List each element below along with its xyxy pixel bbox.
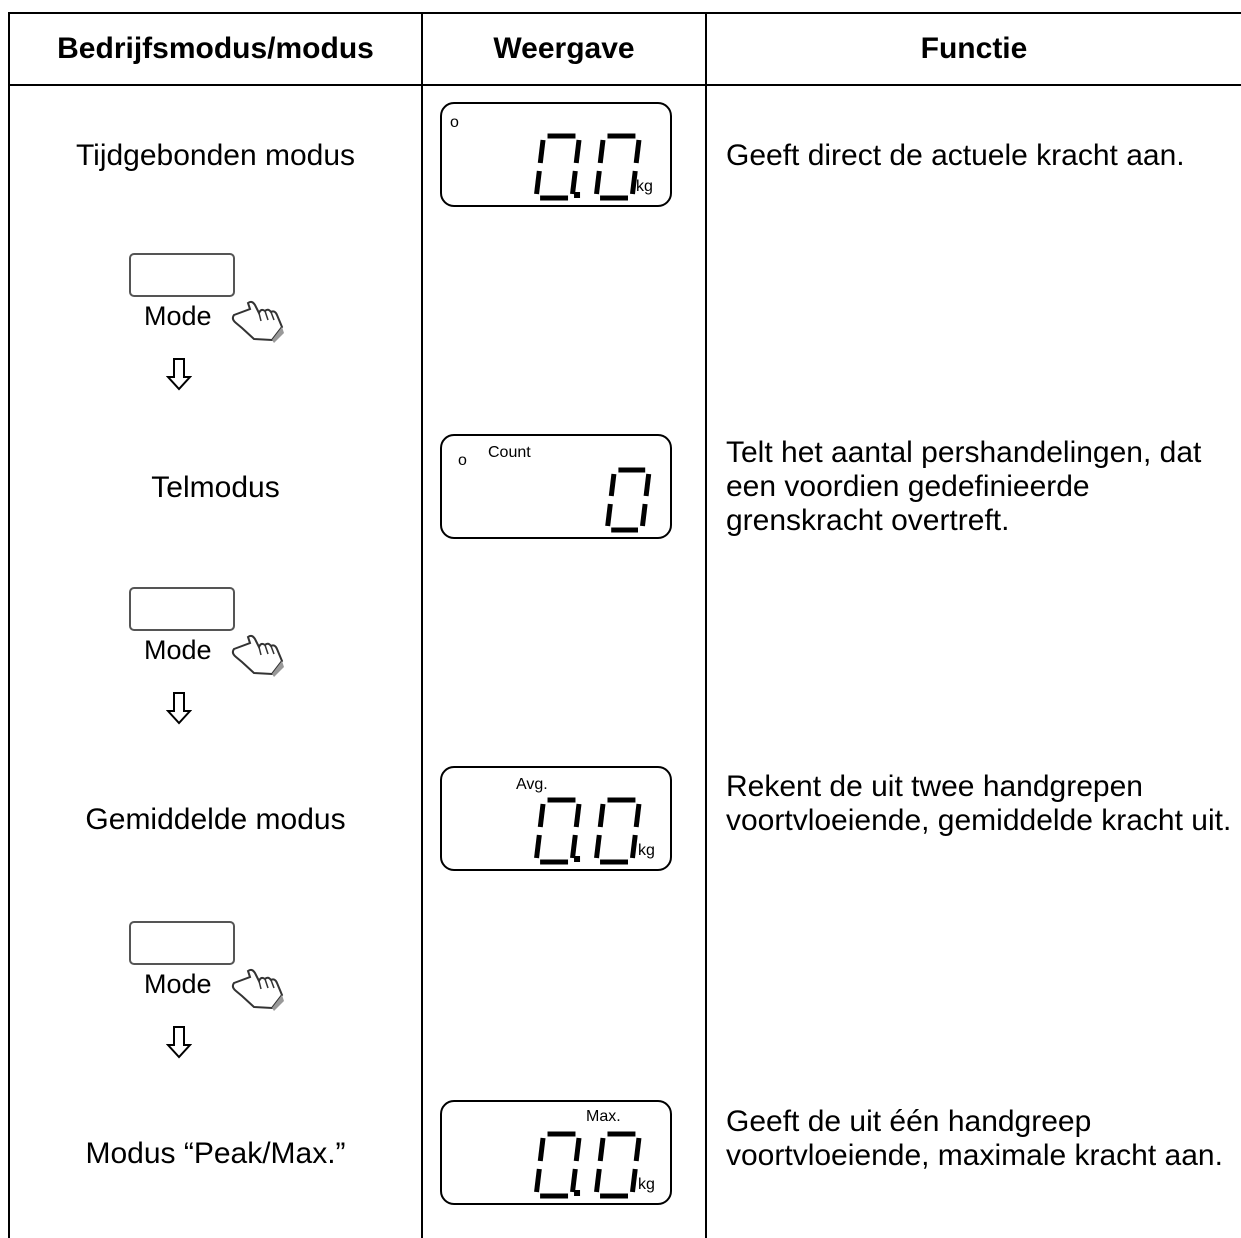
lcd-indicator: o <box>450 114 459 131</box>
mode-button-step-3 <box>126 921 296 1071</box>
mode-button-label: Mode <box>144 969 212 999</box>
header-bottom-border <box>8 84 1241 86</box>
lcd-digit-0 <box>537 1134 579 1196</box>
lcd-display-peak <box>440 1100 672 1205</box>
lcd-unit: kg <box>638 842 655 859</box>
header-display: Weergave <box>493 32 635 65</box>
mode-button-label: Mode <box>144 301 212 331</box>
lcd-digit-0 <box>537 800 579 862</box>
down-arrow-icon <box>166 357 192 391</box>
column-divider-1 <box>421 12 423 1238</box>
lcd-indicator: o <box>458 452 467 469</box>
mode-button-step-1 <box>126 253 296 403</box>
lcd-display-count <box>440 434 672 539</box>
mode-label-time: Tijdgebonden modus <box>75 139 356 172</box>
lcd-digits <box>442 436 674 541</box>
lcd-unit: kg <box>636 178 653 195</box>
table-left-border <box>8 12 10 1238</box>
lcd-display-time <box>440 102 672 207</box>
mode-label-peak: Modus “Peak/Max.” <box>85 1137 346 1170</box>
lcd-label: Max. <box>586 1108 621 1125</box>
lcd-digit-0 <box>597 800 639 862</box>
header-mode: Bedrijfsmodus/modus <box>57 32 374 65</box>
lcd-digit-0 <box>597 1134 639 1196</box>
down-arrow-icon <box>166 1025 192 1059</box>
mode-button-label: Mode <box>144 635 212 665</box>
mode-button-key[interactable] <box>129 253 235 297</box>
lcd-label: Avg. <box>516 776 548 793</box>
lcd-digit-0 <box>597 136 639 198</box>
lcd-display-average <box>440 766 672 871</box>
mode-label-average: Gemiddelde modus <box>85 803 346 836</box>
pointing-hand-icon <box>228 965 288 1011</box>
function-text-peak: Geeft de uit één handgreep voortvloeiende, maximale kracht aan. <box>726 1105 1223 1172</box>
function-text-count: Telt het aantal pershandelingen, dat een voordien gedefinieerde grenskracht overtreft. <box>726 436 1202 537</box>
function-text-time: Geeft direct de actuele kracht aan. <box>726 139 1185 172</box>
lcd-digit-0 <box>608 470 649 530</box>
down-arrow-icon <box>166 691 192 725</box>
mode-button-step-2 <box>126 587 296 737</box>
mode-button-key[interactable] <box>129 587 235 631</box>
mode-button-key[interactable] <box>129 921 235 965</box>
pointing-hand-icon <box>228 297 288 343</box>
mode-label-count: Telmodus <box>151 471 280 504</box>
lcd-unit: kg <box>638 1176 655 1193</box>
lcd-digit-0 <box>537 136 579 198</box>
column-divider-2 <box>705 12 707 1238</box>
lcd-label: Count <box>488 444 531 461</box>
header-function: Functie <box>920 32 1028 65</box>
pointing-hand-icon <box>228 631 288 677</box>
function-text-average: Rekent de uit twee handgrepen voortvloeiende, gemiddelde kracht uit. <box>726 770 1232 837</box>
